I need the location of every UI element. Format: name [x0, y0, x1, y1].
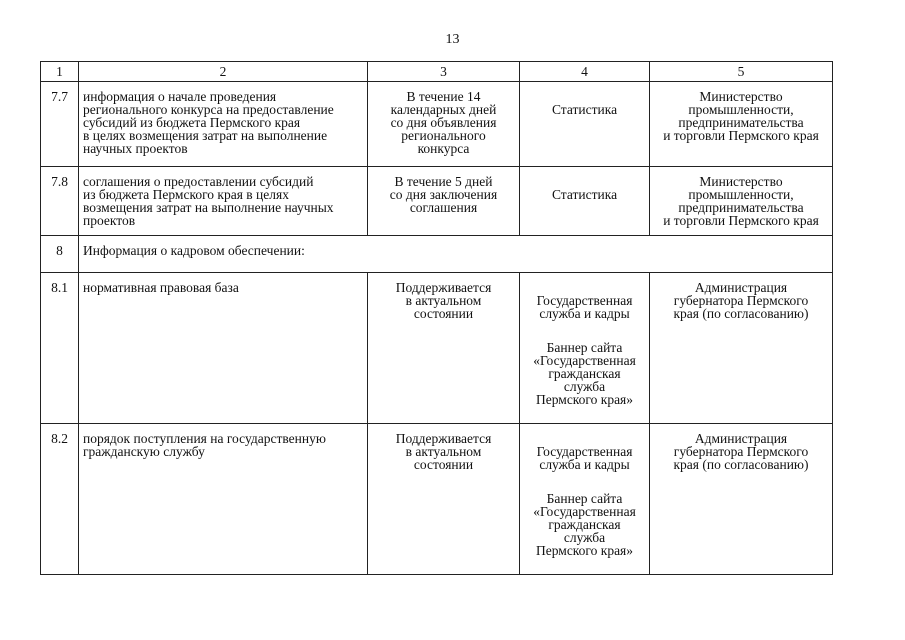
page-number: 13	[445, 32, 460, 47]
table-header-row	[41, 62, 833, 82]
header-col-2: 2	[79, 62, 368, 82]
row-responsible: Администрация губернатора Пермского края (по согласованию)	[650, 273, 833, 424]
row-description: соглашения о предоставлении субсидий из бюджета Пермского края в целях возмещения затрат на выполнение научных проектов	[79, 167, 368, 236]
row-responsible: Администрация губернатора Пермского края (по согласованию)	[650, 424, 833, 575]
row-number: 7.8	[41, 167, 79, 236]
table-row	[41, 424, 833, 575]
row-source-primary: Государственная служба и кадры	[536, 444, 633, 472]
row-deadline: Поддерживается в актуальном состоянии	[368, 273, 520, 424]
header-col-5: 5	[650, 62, 833, 82]
row-description: информация о начале проведения регионального конкурса на предоставление субсидий из бюджета Пермского края в целях возмещения затрат на выполнение научных проектов	[79, 82, 368, 167]
header-col-4: 4	[520, 62, 650, 82]
row-source-banner: Баннер сайта «Государственная гражданская служба Пермского края»	[533, 491, 636, 558]
document-table	[40, 61, 833, 575]
section-row	[41, 236, 833, 273]
row-number: 8	[41, 236, 79, 273]
row-deadline: В течение 14 календарных дней со дня объявления регионального конкурса	[368, 82, 520, 167]
table-row	[41, 82, 833, 167]
row-source	[520, 167, 650, 236]
row-responsible: Министерство промышленности, предпринимательства и торговли Пермского края	[650, 167, 833, 236]
row-source	[520, 424, 650, 575]
row-deadline: В течение 5 дней со дня заключения соглашения	[368, 167, 520, 236]
table-row	[41, 273, 833, 424]
row-source	[520, 273, 650, 424]
row-source-primary: Статистика	[551, 187, 618, 202]
row-source-primary: Государственная служба и кадры	[536, 293, 633, 321]
row-number: 8.1	[41, 273, 79, 424]
header-col-1: 1	[41, 62, 79, 82]
table-row	[41, 167, 833, 236]
row-deadline: Поддерживается в актуальном состоянии	[368, 424, 520, 575]
row-number: 7.7	[41, 82, 79, 167]
header-col-3: 3	[368, 62, 520, 82]
row-source-banner: Баннер сайта «Государственная гражданская служба Пермского края»	[533, 340, 636, 407]
row-source	[520, 82, 650, 167]
row-number: 8.2	[41, 424, 79, 575]
row-source-primary: Статистика	[551, 102, 618, 117]
row-description: порядок поступления на государственную гражданскую службу	[79, 424, 368, 575]
row-description: нормативная правовая база	[79, 273, 368, 424]
section-title: Информация о кадровом обеспечении:	[79, 236, 833, 273]
row-responsible: Министерство промышленности, предпринимательства и торговли Пермского края	[650, 82, 833, 167]
